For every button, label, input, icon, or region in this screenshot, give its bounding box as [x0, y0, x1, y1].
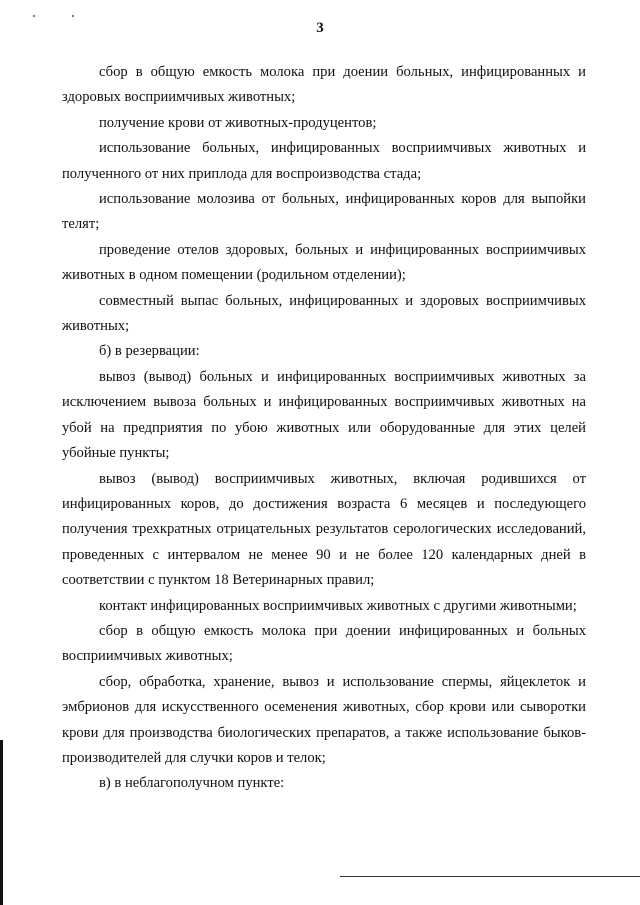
- paragraph: совместный выпас больных, инфицированных и здоровых восприимчивых животных;: [62, 292, 586, 335]
- paragraph: вывоз (вывод) больных и инфицированных восприимчивых животных за исключением вывоза больных и инфицированных восприимчивых животных на убой на предприятия по убою животных или оборудованные для этих целей убойные пункты;: [62, 368, 586, 462]
- paragraph: получение крови от животных-продуцентов;: [99, 114, 377, 131]
- scan-speck: [33, 15, 35, 17]
- scan-edge-bar: [0, 740, 3, 905]
- paragraph: вывоз (вывод) восприимчивых животных, включая родившихся от инфицированных коров, до достижения возраста 6 месяцев и последующего получения трехкратных отрицательных результатов серологических исследований, проведенных с интервалом не менее 90 и не более 120 календарных дней в соответствии с пунктом 18 Ветеринарных правил;: [62, 470, 586, 589]
- paragraph: сбор в общую емкость молока при доении больных, инфицированных и здоровых восприимчивых животных;: [62, 64, 586, 106]
- page-number: 3: [316, 20, 324, 36]
- document-body: [62, 60, 586, 797]
- paragraph: использование молозива от больных, инфицированных коров для выпойки телят;: [62, 191, 586, 233]
- paragraph: сбор в общую емкость молока при доении инфицированных и больных восприимчивых животных;: [62, 622, 586, 665]
- paragraph: проведение отелов здоровых, больных и инфицированных восприимчивых животных в одном помещении (родильном отделении);: [62, 241, 586, 284]
- footer-rule: [340, 876, 640, 877]
- scan-speck: [72, 15, 74, 17]
- paragraph: сбор, обработка, хранение, вывоз и использование спермы, яйцеклеток и эмбрионов для искусственного осеменения животных, сбор крови или сыворотки крови для производства биологических препаратов, а также использование быков-производителей для случки коров и телок;: [62, 673, 586, 766]
- paragraph: использование больных, инфицированных восприимчивых животных и полученного от них приплода для воспроизводства стада;: [62, 140, 586, 182]
- paragraph: контакт инфицированных восприимчивых животных с другими животными;: [99, 597, 577, 614]
- section-heading: б) в резервации:: [99, 343, 200, 360]
- section-heading: в) в неблагополучном пункте:: [99, 775, 285, 792]
